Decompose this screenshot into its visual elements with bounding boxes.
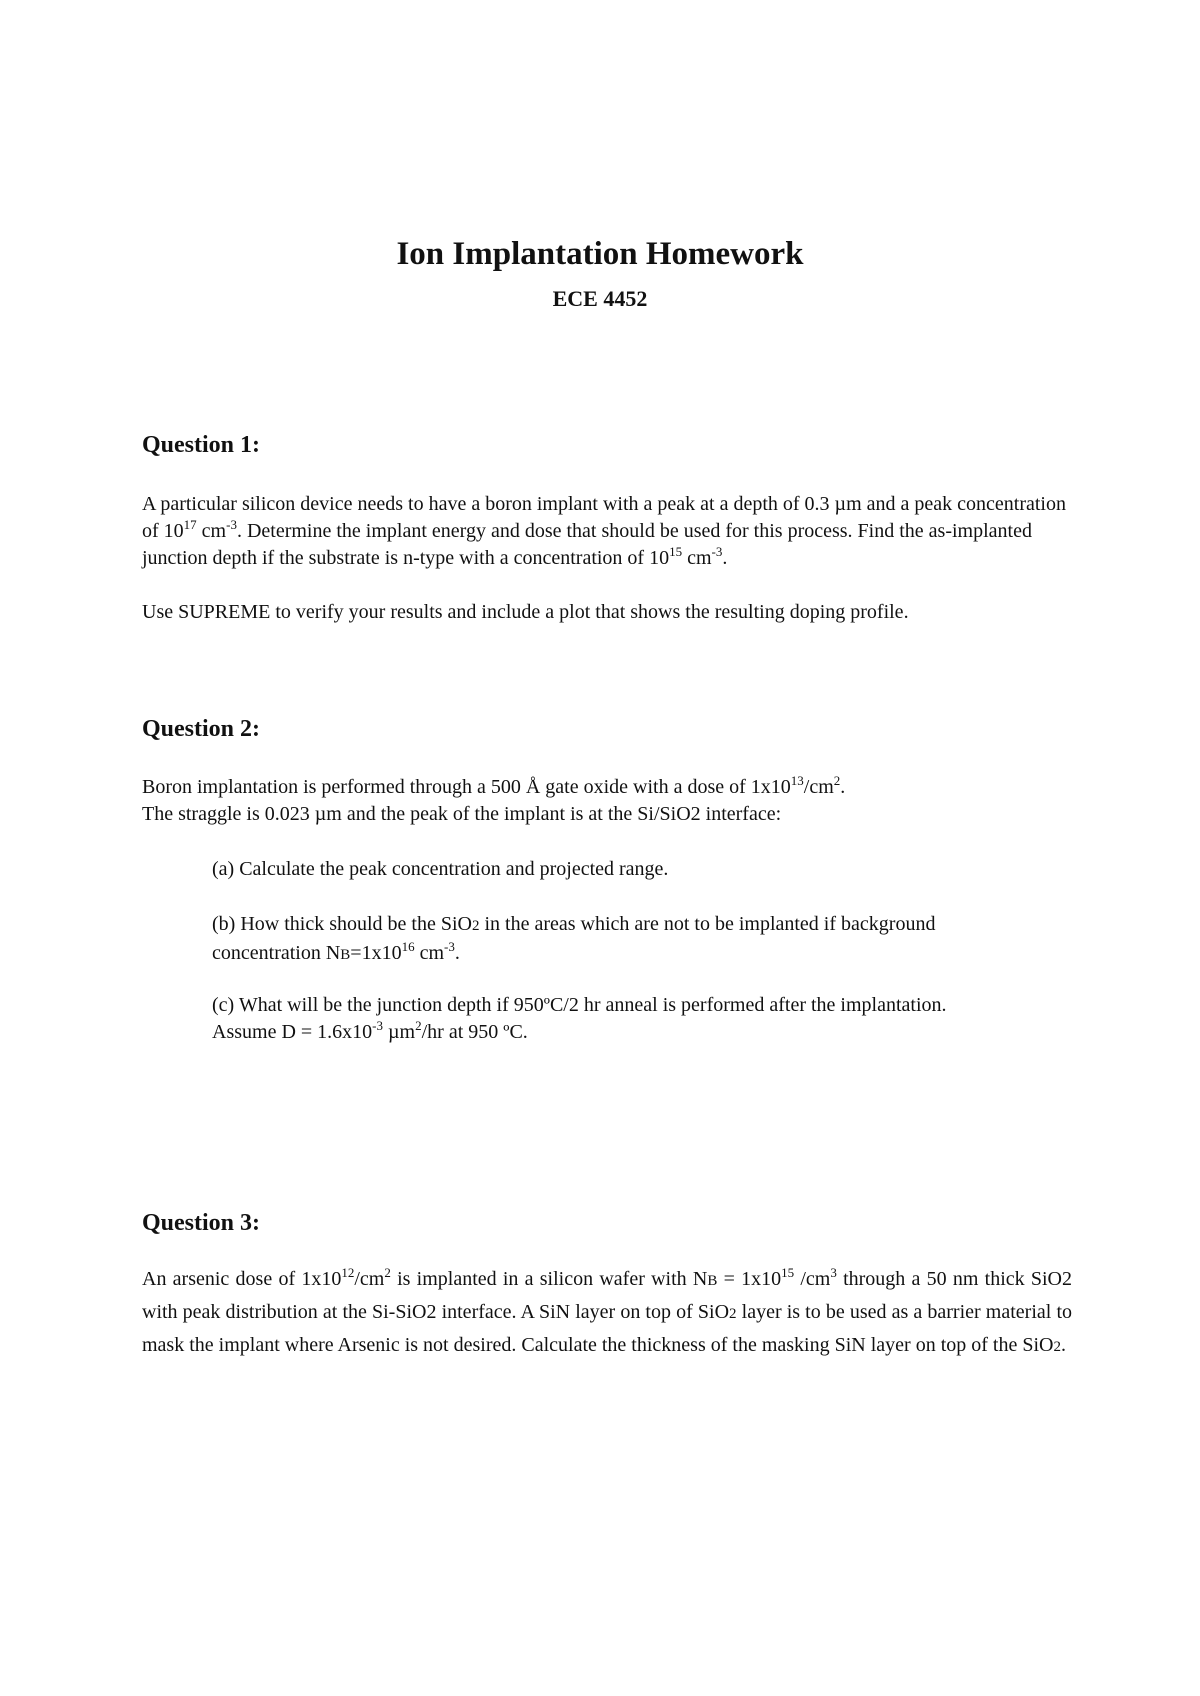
question-1-supreme-instruction: Use SUPREME to verify your results and include a plot that shows the resulting doping profile. — [142, 601, 909, 623]
question-2-line-2: The straggle is 0.023 µm and the peak of the implant is at the Si/SiO2 interface: — [142, 803, 782, 825]
question-3-text: An arsenic dose of $1x10^{12}/cm^2$ is implanted in a silicon wafer with NB = $1x10^{15}$ $/cm^3$ through a 50 nm thick SiO2 with peak distribution at the Si-SiO2 interface. A SiN layer on top of SiO2 layer is to be used as a barrier material to mask the implant where Arsenic is not desired. Calculate the thickness of the masking SiN layer on top of the SiO2. — [142, 1265, 1072, 1356]
course-code: ECE 4452 — [552, 286, 648, 311]
question-1-text: A particular silicon device needs to have a boron implant with a peak at a depth of 0.3 µm and a peak concentration of $10^{17}$ $cm^{-3}$. Determine the implant energy and dose that should be used for this process. Find the as-implanted junction depth if the substrate is n-type with a concentration of $10^{15}$ $cm^{-3}$. — [142, 493, 1066, 569]
question-2-part-a: (a) Calculate the peak concentration and projected range. — [212, 858, 669, 880]
question-2-part-b: (b) How thick should be the SiO2 in the areas which are not to be implanted if background concentration $NB=1x10^{16}$ $cm^{-3}$. — [212, 913, 936, 964]
question-3-heading: Question 3: — [142, 1210, 261, 1236]
question-1-heading: Question 1: — [142, 432, 261, 458]
question-2-line-1: Boron implantation is performed through a 500 Å gate oxide with a dose of $1x10^{13}/cm^2$. — [142, 773, 846, 798]
question-2-heading: Question 2: — [142, 716, 261, 742]
page-title: Ion Implantation Homework — [396, 236, 804, 272]
question-2-part-c: (c) What will be the junction depth if 950ºC/2 hr anneal is performed after the implantation. Assume $D = 1.6x10^{-3}$ µm$^2$/hr at 950 ºC. — [212, 994, 947, 1043]
